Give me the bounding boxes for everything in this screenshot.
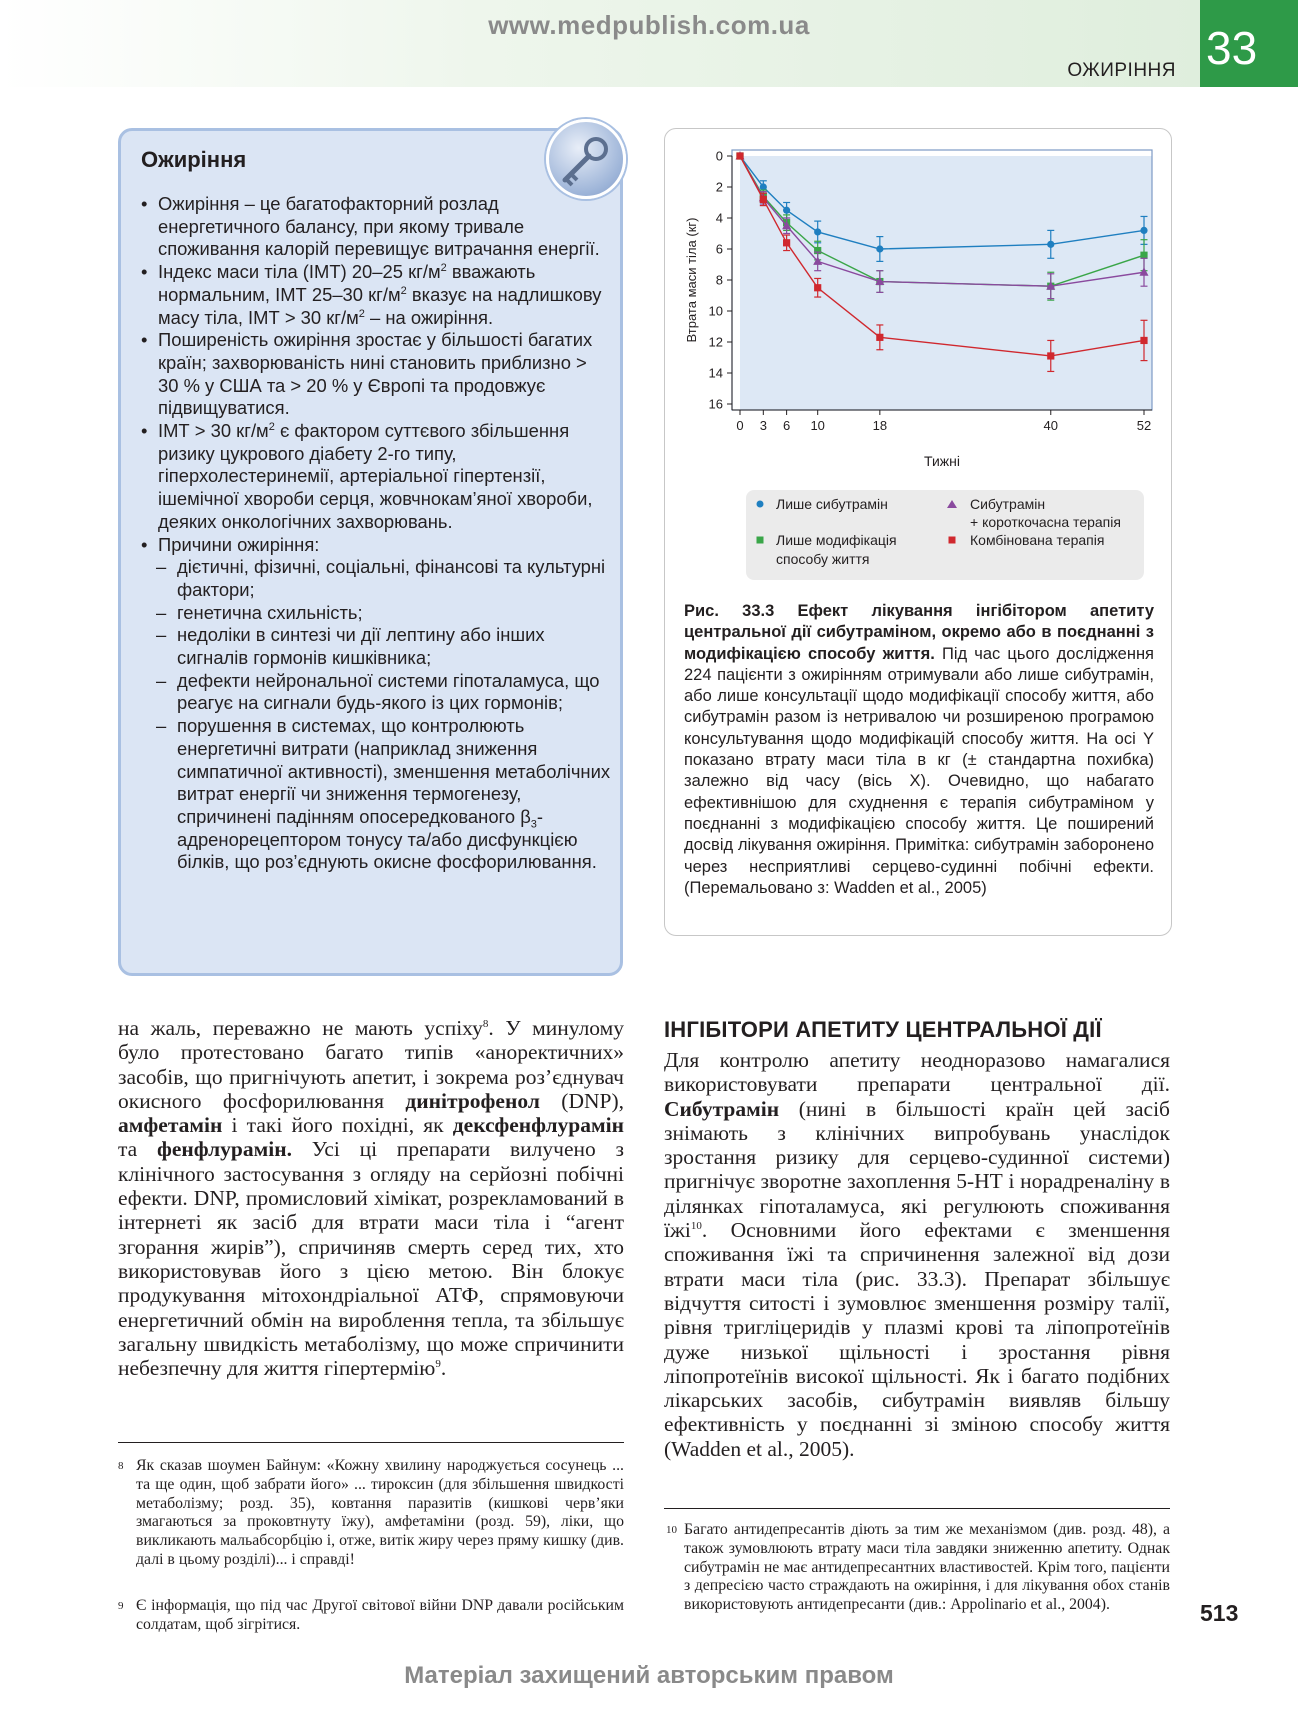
weight-loss-chart	[680, 140, 1160, 590]
key-icon-graphic	[549, 122, 623, 196]
legend-label: способу життя	[776, 551, 870, 567]
y-tick-label: 8	[715, 272, 723, 288]
cause-item: – порушення в системах, що контролюють енергетичні витрати (наприклад зниження симпатичної активності), зменшення метаболічних витрат енергії чи зниження термогенезу, спричинені падінням опосередкованого $\beta_3$-адренорецептором тонусу та/або дисфункцією білків, що роз’єднують окисне фосфорилювання.	[141, 715, 611, 874]
data-point	[1140, 337, 1147, 344]
key-point-risk: • ІМТ > 30 $кг/м^2$ є фактором суттєвого збільшення ризику цукрового діабету 2-го типу, гіперхолестеринемії, артеріальної гіпертензії, ішемічної хвороби серця, жовчнокам’яної хвороби, деяких онкологічних захворювань.	[141, 420, 611, 534]
x-axis-label: Тижні	[924, 453, 960, 469]
x-tick-label: 40	[1043, 418, 1059, 433]
footnote-number: 10	[666, 1524, 677, 1536]
figure-text: Під час цього дослідження 224 пацієнти з ожирінням отримували або лише сибутрамін, або лише консультації щодо модифікації способу життя, або сибутрамін разом із нетривалою чи розширеною програмою консультування щодо модифікацій способу життя. На осі Y показано втрату маси тіла в кг (± стандартна похибка) залежно від часу (вісь X). Очевидно, що набагато ефективнішою для схуднення є терапія сибутраміном у поєднанні з модифікацією способу життя. Це поширений досвід лікування ожиріння. Примітка: сибутрамін заборонено через несприятливі серцево-судинні побічні ефекти. (Перемальовано з: Wadden et al., 2005)	[684, 644, 1154, 897]
key-point: • Ожиріння – це багатофакторний розлад енергетичного балансу, при якому тривале споживання калорій перевищує витрачання енергії.	[141, 193, 611, 261]
x-tick-label: 10	[810, 418, 825, 433]
y-tick-label: 0	[715, 148, 723, 164]
cause-item: – дієтичні, фізичні, соціальні, фінансові та культурні фактори;	[141, 556, 611, 601]
figure-title: Ефект лікування інгібітором апетиту центральної дії сибутраміном, окремо або в поєднанні з модифікацією способу життя.	[684, 602, 1154, 663]
data-point	[736, 152, 743, 159]
legend-marker-circle	[757, 501, 764, 508]
cause-item: – дефекти нейрональної системи гіпоталамуса, що реагує на сигнали будь-якого із цих гормонів;	[141, 670, 611, 715]
footnote-rule	[664, 1508, 1170, 1509]
key-icon	[546, 119, 626, 199]
key-point: • Причини ожиріння:	[141, 534, 611, 557]
copyright-notice: Матеріал захищений авторським правом	[404, 1662, 894, 1689]
footnote-ref[interactable]: 10	[690, 1219, 702, 1232]
footnote-9: 9 Є інформація, що під час Другої світової війни DNP давали російським солдатам, щоб зігрітися.	[118, 1597, 624, 1633]
x-tick-label: 3	[759, 418, 767, 433]
y-tick-label: 2	[715, 179, 723, 195]
figure-label: Рис. 33.3	[684, 602, 775, 620]
legend-marker-square	[757, 537, 764, 544]
data-point	[783, 239, 790, 246]
y-tick-label: 6	[715, 241, 723, 257]
key-points-title: Ожиріння	[141, 147, 247, 172]
data-point	[783, 207, 790, 214]
footnote-number: 8	[118, 1460, 124, 1472]
footnote-8: 8 Як сказав шоумен Байнум: «Кожну хвилину народжується сосунець ... та ще один, щоб забрати його» ... тироксин (для збільшення швидкості метаболізму; розд. 35), ковтання паразитів (кишкові черв’яки змагаються за проковтнуту їжу), амфетаміни (розд. 59), ліки, що викликають мальабсорбцію і, отже, витік жиру через пряму кишку (див. далі в цьому розділі)... і справді!	[118, 1457, 624, 1568]
legend-label: Лише сибутрамін	[776, 496, 888, 512]
legend-label: + короткочасна терапія	[970, 514, 1121, 530]
section-heading: ІНГІБІТОРИ АПЕТИТУ ЦЕНТРАЛЬНОЇ ДІЇ	[664, 1017, 1102, 1042]
x-tick-label: 6	[782, 418, 791, 433]
data-point	[814, 228, 821, 235]
site-url[interactable]: www.medpublish.com.ua	[488, 10, 810, 40]
data-point	[876, 334, 883, 341]
data-point	[1140, 227, 1147, 234]
y-tick-label: 10	[708, 303, 723, 319]
legend-label: Сибутрамін	[970, 496, 1046, 512]
data-point	[814, 284, 821, 291]
footnote-rule	[118, 1442, 624, 1443]
data-point	[1047, 241, 1054, 248]
footnote-ref[interactable]: 8	[482, 1017, 489, 1030]
key-points-list	[141, 193, 611, 874]
legend-label: Комбінована терапія	[970, 532, 1105, 548]
cause-item: – недоліки в синтезі чи дії лептину або інших сигналів гормонів кишківника;	[141, 624, 611, 669]
legend-label: Лише модифікація	[776, 532, 897, 548]
data-point	[876, 245, 883, 252]
running-title: ОЖИРІННЯ	[1067, 60, 1176, 81]
footnote-10: 10 Багато антидепресантів діють за тим же механізмом (див. розд. 48), а також зумовлюють втрату маси тіла завдяки зниженню апетиту. Однак сибутрамін не має антидепресантних властивостей. Крім того, пацієнти з депресією часто страждають на ожиріння, і для лікування обох станів використовують антидепресанти (див.: Appolinario et al., 2004).	[666, 1521, 1170, 1614]
key-point-bmi: • Індекс маси тіла (ІМТ) 20–25 $кг/м^2$ вважають нормальним, ІМТ 25–30 $кг/м^2$ вказує на надлишкову масу тіла, ІМТ > 30 $кг/м^2$ – на ожиріння.	[141, 261, 611, 329]
y-tick-label: 14	[708, 365, 723, 381]
footnote-ref[interactable]: 9	[435, 1358, 441, 1370]
chapter-number-tab: 33	[1200, 0, 1298, 87]
data-point	[760, 196, 767, 203]
y-axis-label: Втрата маси тіла (кг)	[684, 217, 699, 343]
y-tick-label: 12	[708, 334, 723, 350]
x-tick-label: 52	[1136, 418, 1152, 433]
y-tick-label: 4	[715, 210, 723, 226]
cause-item: – генетична схильність;	[141, 602, 611, 625]
key-point: • Поширеність ожиріння зростає у більшості багатих країн; захворюваність нині становить приблизно > 30 % у США та > 20 % у Європі та продовжує підвищуватися.	[141, 329, 611, 420]
body-column-left: на жаль, переважно не мають успіху$^8$. У минулому було протестовано багато типів «аноректичних» засобів, що пригнічують апетит, і зокрема роз’єднувач окисного фосфорилювання динітрофенол (DNP), амфетамін і такі його похідні, як дексфенфлурамін та фенфлурамін. Усі ці препарати вилучено з клінічного застосування з огляду на серйозні побічні ефекти. DNP, промисловий хімікат, розрекламований в інтернеті як засіб для втрати маси тіла і “агент згорання жирів”), спричиняв смерть серед тих, хто використовував його з цією метою. Він блокує продукування мітохондріальної АТФ, спрямовуючи енергетичний обмін на вироблення тепла, та збільшує загальну швидкість метаболізму, що може спричинити небезпечну для життя гіпертермію$^9$.	[118, 1016, 624, 1381]
page-number: 513	[1200, 1600, 1239, 1626]
body-column-right: Для контролю апетиту неодноразово намагалися використовувати препарати центральної дії. Сибутрамін (нині в більшості країн цей засіб знімають з клінічних випробувань унаслідок зростання ризику для серцево-судинної системи) пригнічує зворотне захоплення 5-НТ і норадреналіну в ділянках гіпоталамуса, які регулюють споживання їжі$^{10}$. Основними його ефектами є зменшення споживання їжі та спричинення залежної від дози втрати маси тіла (рис. 33.3). Препарат збільшує відчуття ситості і зумовлює зменшення розміру талії, рівня тригліцеридів у плазмі крові та ліпопротеїнів дуже низької щільності і зростання рівня ліпопротеїнів високої щільності. Як і багато подібних лікарських засобів, сибутрамін виявляв більшу ефективність у поєднанні зі зміною способу життя (Wadden et al., 2005).	[664, 1048, 1170, 1461]
x-tick-label: 0	[736, 418, 744, 433]
key-points-box	[118, 128, 623, 976]
legend-marker-square	[949, 537, 956, 544]
figure-caption	[684, 601, 1154, 899]
footnote-number: 9	[118, 1600, 124, 1612]
data-point	[1047, 352, 1054, 359]
x-tick-label: 18	[872, 418, 888, 433]
y-tick-label: 16	[708, 396, 723, 412]
